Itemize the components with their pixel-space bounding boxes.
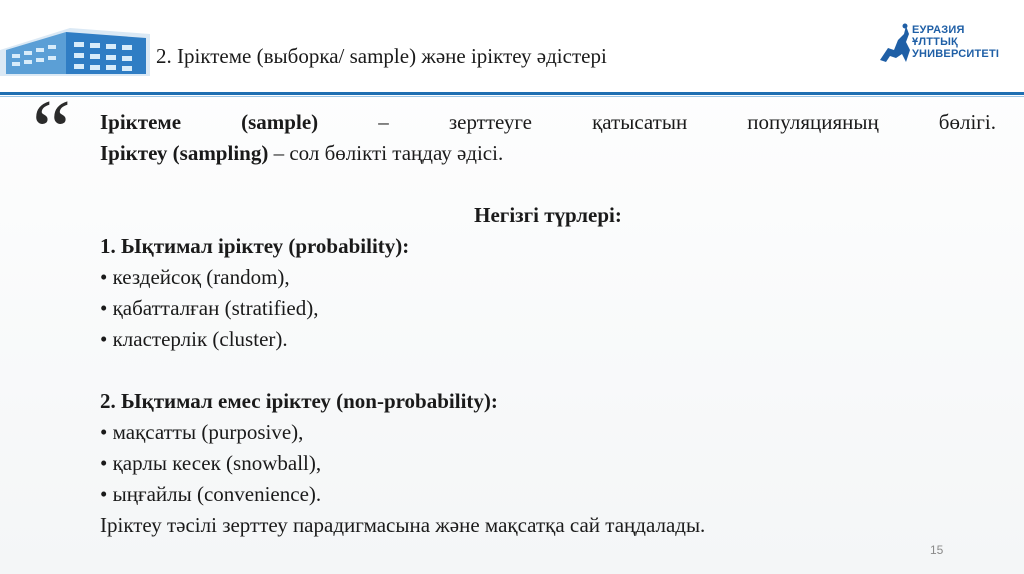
term-sampling: Іріктеу (sampling): [100, 141, 269, 165]
slide-body: [100, 107, 996, 541]
non-probability-heading: 2. Ықтимал емес іріктеу (non-probability):: [100, 389, 498, 413]
term-sample-paren: (sample): [241, 110, 319, 134]
university-logo: [876, 22, 1016, 66]
header-divider-thin: [0, 96, 1024, 97]
list-item: • мақсатты (purposive),: [100, 420, 304, 444]
definition-sampling-text: – сол бөлікті таңдау әдісі.: [273, 141, 504, 165]
horseman-emblem-icon: [876, 22, 916, 66]
list-item: • кездейсоқ (random),: [100, 265, 290, 289]
definition-sample-text: – зерттеуге қатысатын популяцияның бөлігі.: [378, 110, 997, 134]
quote-mark-icon: “: [32, 83, 72, 180]
slide-title: 2. Іріктеме (выборка/ sample) және іріктеу әдістері: [156, 44, 607, 68]
logo-line-1: ЕУРАЗИЯ: [912, 24, 965, 36]
definition-line-1: [100, 107, 996, 138]
page-number: 15: [930, 543, 944, 557]
probability-heading: 1. Ықтимал іріктеу (probability):: [100, 234, 410, 258]
list-item: • кластерлік (cluster).: [100, 327, 288, 351]
header-divider: [0, 92, 1024, 95]
university-building-icon: [0, 20, 152, 76]
definition-line-2: [100, 138, 996, 169]
conclusion-text: Іріктеу тәсілі зерттеу парадигмасына және мақсатқа сай таңдалады.: [100, 513, 706, 537]
types-heading: Негізгі түрлері:: [474, 203, 622, 227]
list-item: • қарлы кесек (snowball),: [100, 451, 322, 475]
list-item: • қабатталған (stratified),: [100, 296, 319, 320]
logo-line-3: УНИВЕРСИТЕТІ: [912, 48, 1000, 60]
list-item: • ыңғайлы (convenience).: [100, 482, 322, 506]
logo-line-2: ҰЛТТЫҚ: [912, 36, 958, 48]
term-sample: Іріктеме: [100, 110, 182, 134]
